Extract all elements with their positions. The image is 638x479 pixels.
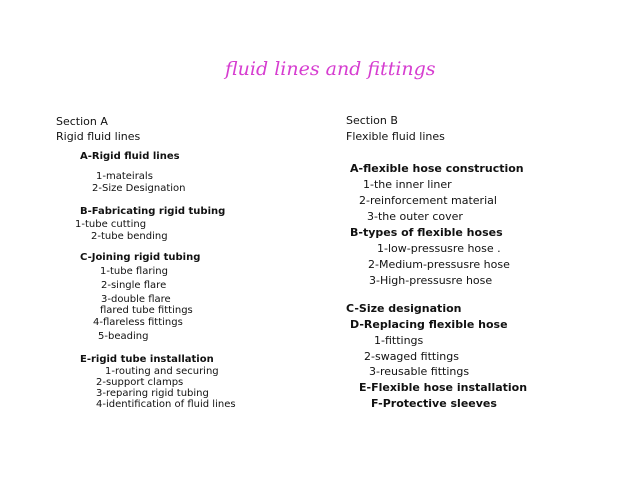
section-b-item: 2-Medium-pressusre hose [368,258,510,271]
section-a-item: 2-tube bending [91,231,168,242]
section-a-item: 3-double flare [101,294,171,305]
section-a-item: 3-reparing rigid tubing [96,388,209,399]
section-b-heading-d: D-Replacing flexible hose [350,318,508,331]
section-a-item: 1-tube flaring [100,266,168,277]
section-b-item: 2-swaged fittings [364,350,459,363]
section-a-name: Rigid fluid lines [56,130,141,143]
section-a-item: flared tube fittings [100,305,193,316]
section-a-heading-e: E-rigid tube installation [80,354,214,365]
section-a-heading-a: A-Rigid fluid lines [80,151,180,162]
section-b-label: Section B [346,114,398,127]
section-b-item: 3-High-pressusre hose [369,274,493,287]
page-title: fluid lines and fittings [225,58,436,80]
section-b-heading-e: E-Flexible hose installation [359,381,528,394]
section-b-name: Flexible fluid lines [346,130,445,143]
section-a-heading-c: C-Joining rigid tubing [80,252,201,263]
section-b-item: 1-low-pressusre hose . [377,242,501,255]
section-b-heading-c: C-Size designation [346,302,462,315]
section-b-heading-a: A-flexible hose construction [350,162,524,175]
section-a-label: Section A [56,115,108,128]
section-b-item: 1-the inner liner [363,178,452,191]
section-a-item: 4-identification of fluid lines [96,399,236,410]
section-a-item: 2-support clamps [96,377,184,388]
section-a-item: 1-routing and securing [105,366,219,377]
section-b-item: 1-fittings [374,334,424,347]
section-b-heading-f: F-Protective sleeves [371,397,497,410]
section-b-item: 3-reusable fittings [369,365,470,378]
section-a-item: 5-beading [98,331,149,342]
section-a-item: 1-mateirals [96,171,153,182]
section-a-item: 4-flareless fittings [93,317,183,328]
section-a-item: 1-tube cutting [75,219,147,230]
section-a-item: 2-Size Designation [92,183,186,194]
section-a-item: 2-single flare [101,280,167,291]
section-a-heading-b: B-Fabricating rigid tubing [80,206,226,217]
section-b-heading-b: B-types of flexible hoses [350,226,503,239]
section-b-item: 2-reinforcement material [359,194,497,207]
section-b-item: 3-the outer cover [367,210,463,223]
